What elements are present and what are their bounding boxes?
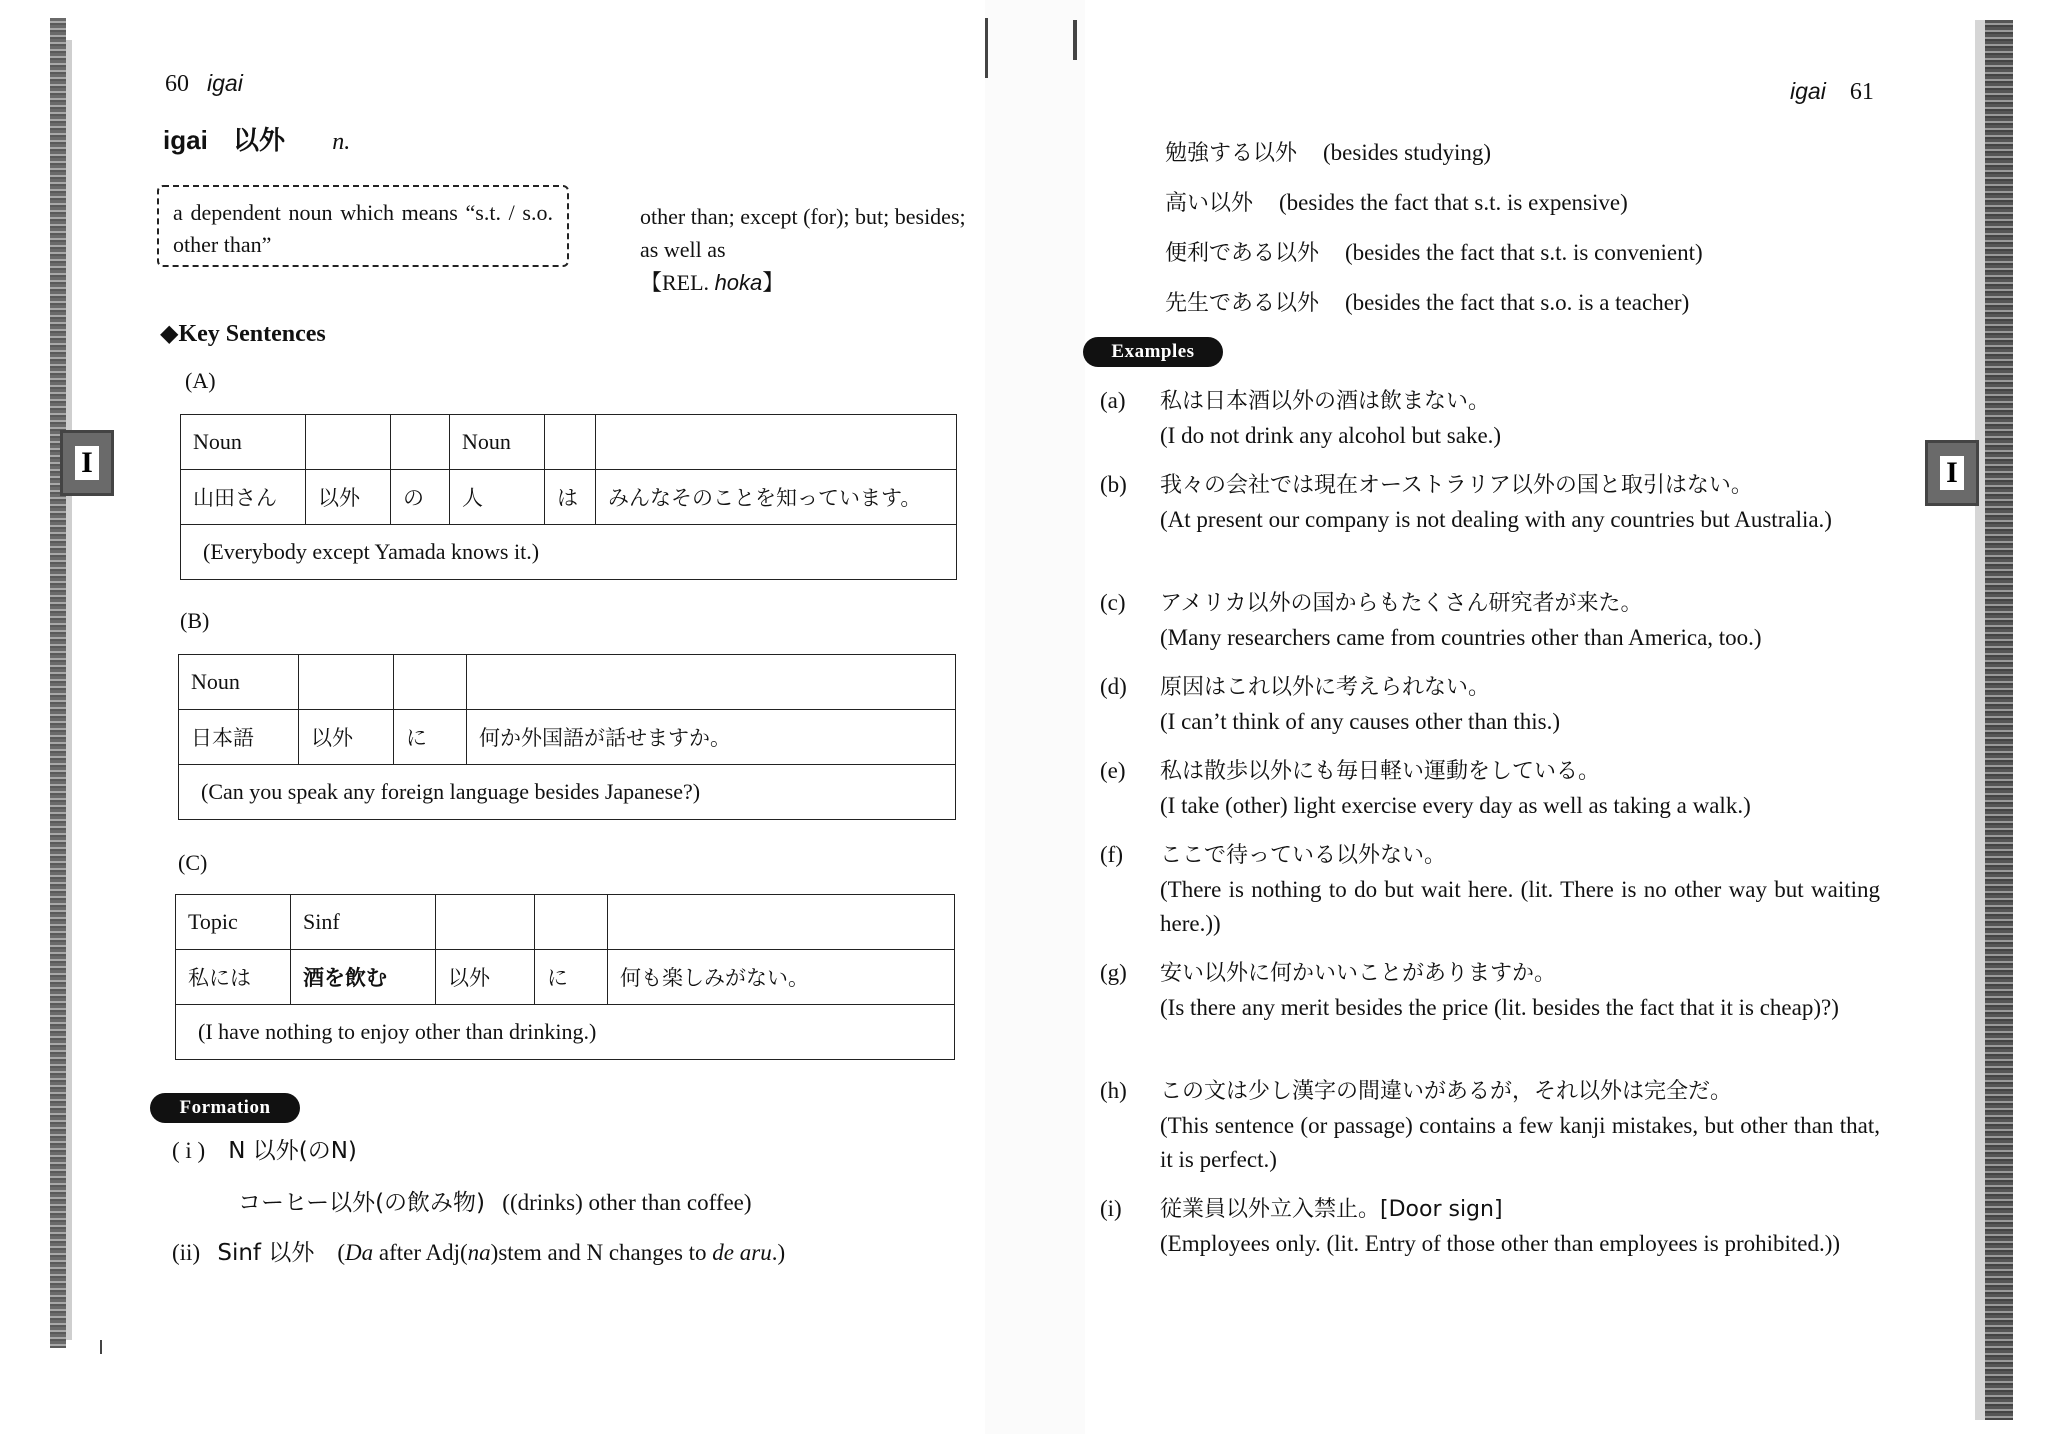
table-c-header-cell xyxy=(436,895,535,950)
table-c-header-cell: Topic xyxy=(176,895,291,950)
right-tab-letter: I xyxy=(1940,456,1964,490)
key-sentence-table-a xyxy=(180,414,957,580)
right-page-header xyxy=(1790,78,1874,106)
table-a-header-cell xyxy=(596,415,957,470)
table-a-header-row xyxy=(181,415,957,470)
table-c-header-cell xyxy=(535,895,608,950)
example-label: (a) xyxy=(1100,388,1126,413)
key-sentence-table-c xyxy=(175,894,955,1060)
usage-en: (besides the fact that s.t. is convenient) xyxy=(1345,240,1703,265)
table-c-cell: 酒を飲む xyxy=(291,950,436,1005)
example-item xyxy=(1100,1074,1880,1177)
formation-i-example xyxy=(238,1186,752,1220)
note-italic: Da xyxy=(345,1240,374,1265)
usage-jp: 便利である以外 xyxy=(1165,241,1320,266)
rel-suffix: 】 xyxy=(762,270,785,295)
usage-jp: 勉強する以外 xyxy=(1165,141,1298,166)
table-b-header-cell xyxy=(394,655,467,710)
note-italic: de aru xyxy=(712,1240,772,1265)
table-a-header-cell xyxy=(306,415,391,470)
left-page-header xyxy=(165,70,243,98)
note-part: .) xyxy=(771,1240,786,1265)
table-a-header-cell xyxy=(391,415,450,470)
entry-word: igai xyxy=(163,125,208,155)
example-en: (At present our company is not dealing with any countries but Australia.) xyxy=(1160,507,1832,532)
scan-mark xyxy=(1073,20,1077,60)
right-page-edge-shadow xyxy=(1975,20,1985,1420)
left-page-edge xyxy=(50,18,66,1348)
table-a-cell: 以外 xyxy=(306,470,391,525)
table-b-cell: に xyxy=(394,710,467,765)
example-en: (Many researchers came from countries other than America, too.) xyxy=(1160,625,1762,650)
book-gutter xyxy=(985,0,1085,1434)
table-c-cell: 何も楽しみがない。 xyxy=(608,950,955,1005)
example-en: (Employees only. (lit. Entry of those other than employees is prohibited.)) xyxy=(1160,1231,1841,1256)
example-label: (b) xyxy=(1100,472,1127,497)
scan-mark xyxy=(985,18,988,78)
table-c-translation: (I have nothing to enjoy other than drinking.) xyxy=(176,1005,955,1060)
key-sentence-table-b xyxy=(178,654,956,820)
rel-word: hoka xyxy=(714,270,763,295)
note-part: ( xyxy=(337,1240,346,1265)
example-label: (h) xyxy=(1100,1078,1127,1103)
entry-japanese: 以外 xyxy=(233,126,286,156)
usage-en: (besides the fact that s.t. is expensive) xyxy=(1279,190,1628,215)
formation-i-example-jp: コーヒー以外(の飲み物) xyxy=(238,1190,486,1216)
example-item xyxy=(1100,384,1880,453)
left-section-tab xyxy=(60,430,114,496)
example-jp: 私は日本酒以外の酒は飲まない。 xyxy=(1160,389,1491,414)
left-page-number: 60 xyxy=(165,71,189,97)
right-page-edge xyxy=(1985,20,2013,1420)
rel-prefix: 【REL. xyxy=(640,270,715,295)
section-b-label: (B) xyxy=(180,608,210,633)
example-en: (I take (other) light exercise every day as well as taking a walk.) xyxy=(1160,793,1751,818)
example-en: (Is there any merit besides the price (lit. besides the fact that it is cheap)?) xyxy=(1160,995,1839,1020)
formation-i-pattern: N 以外(のN) xyxy=(228,1138,357,1164)
usage-jp: 高い以外 xyxy=(1165,191,1254,216)
key-sentences-heading: ◆Key Sentences xyxy=(160,321,326,347)
table-c-header-cell xyxy=(608,895,955,950)
section-a-label: (A) xyxy=(185,368,216,393)
table-b-header-cell xyxy=(467,655,956,710)
right-running-head: igai xyxy=(1790,78,1826,104)
entry-headword xyxy=(163,120,350,157)
formation-ii xyxy=(172,1236,785,1270)
table-a-cell: 人 xyxy=(450,470,545,525)
example-item xyxy=(1100,586,1880,655)
right-section-tab xyxy=(1925,440,1979,506)
note-part: )stem and N changes to xyxy=(490,1240,713,1265)
table-c-translation-row xyxy=(176,1005,955,1060)
table-b-header-cell: Noun xyxy=(179,655,299,710)
usage-line xyxy=(1165,136,1491,167)
table-a-cell: は xyxy=(545,470,596,525)
note-part: after Adj( xyxy=(373,1240,468,1265)
table-a-header-cell xyxy=(545,415,596,470)
table-a-header-cell: Noun xyxy=(450,415,545,470)
definition-box: a dependent noun which means “s.t. / s.o. other than” xyxy=(157,185,569,267)
table-c-cell: に xyxy=(535,950,608,1005)
example-jp: 我々の会社では現在オーストラリア以外の国と取引はない。 xyxy=(1160,473,1753,498)
table-b-cell: 以外 xyxy=(299,710,394,765)
left-tab-letter: I xyxy=(75,446,99,480)
formation-i xyxy=(172,1134,357,1168)
usage-en: (besides studying) xyxy=(1323,140,1492,165)
scan-mark xyxy=(100,1340,102,1354)
table-c-sentence-row xyxy=(176,950,955,1005)
table-a-cell: の xyxy=(391,470,450,525)
example-label: (e) xyxy=(1100,758,1126,783)
entry-part-of-speech: n. xyxy=(332,129,351,155)
table-c-header-cell: Sinf xyxy=(291,895,436,950)
table-a-translation-row xyxy=(181,525,957,580)
example-label: (d) xyxy=(1100,674,1127,699)
example-item xyxy=(1100,1192,1880,1261)
example-item xyxy=(1100,468,1880,537)
example-en: (I can’t think of any causes other than this.) xyxy=(1160,709,1561,734)
table-b-header-row xyxy=(179,655,956,710)
example-en: (I do not drink any alcohol but sake.) xyxy=(1160,423,1502,448)
example-jp: ここで待っている以外ない。 xyxy=(1160,843,1447,868)
example-label: (f) xyxy=(1100,842,1123,867)
table-b-translation: (Can you speak any foreign language besides Japanese?) xyxy=(179,765,956,820)
table-c-header-row xyxy=(176,895,955,950)
section-c-label: (C) xyxy=(178,850,208,875)
table-b-cell: 何か外国語が話せますか。 xyxy=(467,710,956,765)
usage-line xyxy=(1165,286,1689,317)
example-jp: 安い以外に何かいいことがありますか。 xyxy=(1160,961,1557,986)
example-label: (i) xyxy=(1100,1196,1122,1221)
example-label: (g) xyxy=(1100,960,1127,985)
table-a-cell: 山田さん xyxy=(181,470,306,525)
example-item xyxy=(1100,754,1880,823)
usage-en: (besides the fact that s.o. is a teacher) xyxy=(1345,290,1690,315)
meaning-text: other than; except (for); but; besides; as well as xyxy=(640,204,966,262)
formation-ii-note xyxy=(337,1240,785,1265)
table-a-sentence-row xyxy=(181,470,957,525)
example-jp: 私は散歩以外にも毎日軽い運動をしている。 xyxy=(1160,759,1601,784)
right-page-number: 61 xyxy=(1849,79,1874,105)
usage-line xyxy=(1165,186,1628,217)
table-c-cell: 以外 xyxy=(436,950,535,1005)
example-en: (This sentence (or passage) contains a few kanji mistakes, but other than that, it is perfect.) xyxy=(1160,1113,1880,1172)
example-jp: アメリカ以外の国からもたくさん研究者が来た。 xyxy=(1160,591,1643,616)
formation-i-example-en: ((drinks) other than coffee) xyxy=(502,1190,752,1215)
example-en: (There is nothing to do but wait here. (lit. There is no other way but waiting here.)) xyxy=(1160,877,1880,936)
table-b-translation-row xyxy=(179,765,956,820)
formation-badge: Formation xyxy=(150,1093,300,1123)
table-a-cell: みんなそのことを知っています。 xyxy=(596,470,957,525)
table-a-translation: (Everybody except Yamada knows it.) xyxy=(181,525,957,580)
table-c-cell: 私には xyxy=(176,950,291,1005)
table-a-header-cell: Noun xyxy=(181,415,306,470)
formation-ii-label: (ii) xyxy=(172,1240,201,1265)
table-b-cell: 日本語 xyxy=(179,710,299,765)
example-label: (c) xyxy=(1100,590,1126,615)
left-page-edge-shadow xyxy=(66,40,72,1340)
example-item xyxy=(1100,838,1880,941)
example-jp: 従業員以外立入禁止。[Door sign] xyxy=(1160,1197,1503,1222)
table-b-sentence-row xyxy=(179,710,956,765)
meaning-block xyxy=(640,200,970,299)
formation-i-label: ( i ) xyxy=(172,1138,206,1163)
example-item xyxy=(1100,670,1880,739)
table-b-header-cell xyxy=(299,655,394,710)
usage-jp: 先生である以外 xyxy=(1165,291,1320,316)
usage-line xyxy=(1165,236,1703,267)
examples-badge: Examples xyxy=(1083,337,1223,367)
example-jp: この文は少し漢字の間違いがあるが，それ以外は完全だ。 xyxy=(1160,1079,1733,1104)
note-italic: na xyxy=(467,1240,491,1265)
left-running-head: igai xyxy=(207,70,243,96)
example-jp: 原因はこれ以外に考えられない。 xyxy=(1160,675,1491,700)
formation-ii-pattern: Sinf 以外 xyxy=(217,1240,315,1266)
example-item xyxy=(1100,956,1880,1025)
